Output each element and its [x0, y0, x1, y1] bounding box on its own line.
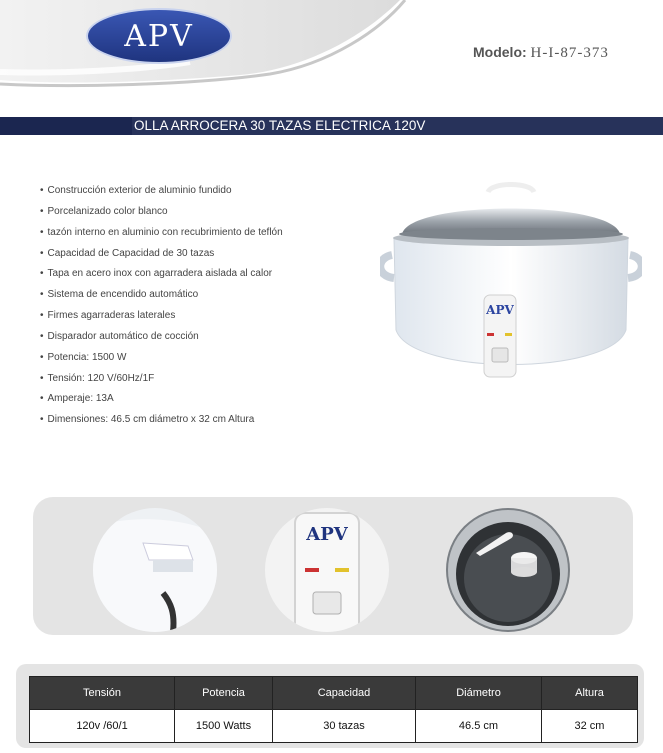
feature-item: • Amperaje: 13A	[40, 392, 283, 413]
product-badge: APV	[486, 303, 514, 317]
detail-badge: APV	[306, 524, 348, 545]
specs-value-row	[30, 710, 638, 743]
spec-value: 30 tazas	[273, 710, 416, 743]
spec-value: 120v /60/1	[30, 710, 175, 743]
feature-item: • Dimensiones: 46.5 cm diámetro x 32 cm Altura	[40, 413, 283, 434]
spec-value: 46.5 cm	[416, 710, 542, 743]
warm-light	[505, 333, 512, 336]
model-value: H-I-87-373	[530, 45, 609, 61]
title-bar-accent	[0, 117, 132, 135]
inner-pot-photo	[446, 508, 570, 632]
feature-item: • Construcción exterior de aluminio fundido	[40, 184, 283, 205]
logo-text: APV	[124, 18, 194, 54]
cook-light	[487, 333, 494, 336]
feature-item: • Capacidad de Capacidad de 30 tazas	[40, 247, 283, 268]
spec-header: Capacidad	[273, 677, 416, 710]
spec-value: 32 cm	[542, 710, 638, 743]
feature-item: • Tensión: 120 V/60Hz/1F	[40, 372, 283, 393]
brand-logo	[86, 8, 232, 64]
feature-list	[40, 184, 283, 434]
product-title: OLLA ARROCERA 30 TAZAS ELECTRICA 120V	[134, 118, 426, 133]
feature-item: • Disparador automático de cocción	[40, 330, 283, 351]
title-bar	[0, 117, 663, 135]
rice-cooker-image	[380, 180, 642, 386]
spec-header: Altura	[542, 677, 638, 710]
feature-item: • tazón interno en aluminio con recubrimiento de teflón	[40, 226, 283, 247]
feature-item: • Sistema de encendido automático	[40, 288, 283, 309]
feature-item: • Porcelanizado color blanco	[40, 205, 283, 226]
spec-header: Tensión	[30, 677, 175, 710]
spec-header: Potencia	[175, 677, 273, 710]
model-label: Modelo:	[473, 44, 527, 60]
specs-header-row	[30, 677, 638, 710]
control-panel-photo	[265, 508, 389, 632]
feature-item: • Firmes agarraderas laterales	[40, 309, 283, 330]
specs-table	[29, 676, 638, 743]
feature-item: • Tapa en acero inox con agarradera aislada al calor	[40, 267, 283, 288]
spec-header: Diámetro	[416, 677, 542, 710]
model-info	[473, 44, 609, 62]
feature-item: • Potencia: 1500 W	[40, 351, 283, 372]
handle-detail-photo	[93, 508, 217, 632]
spec-value: 1500 Watts	[175, 710, 273, 743]
